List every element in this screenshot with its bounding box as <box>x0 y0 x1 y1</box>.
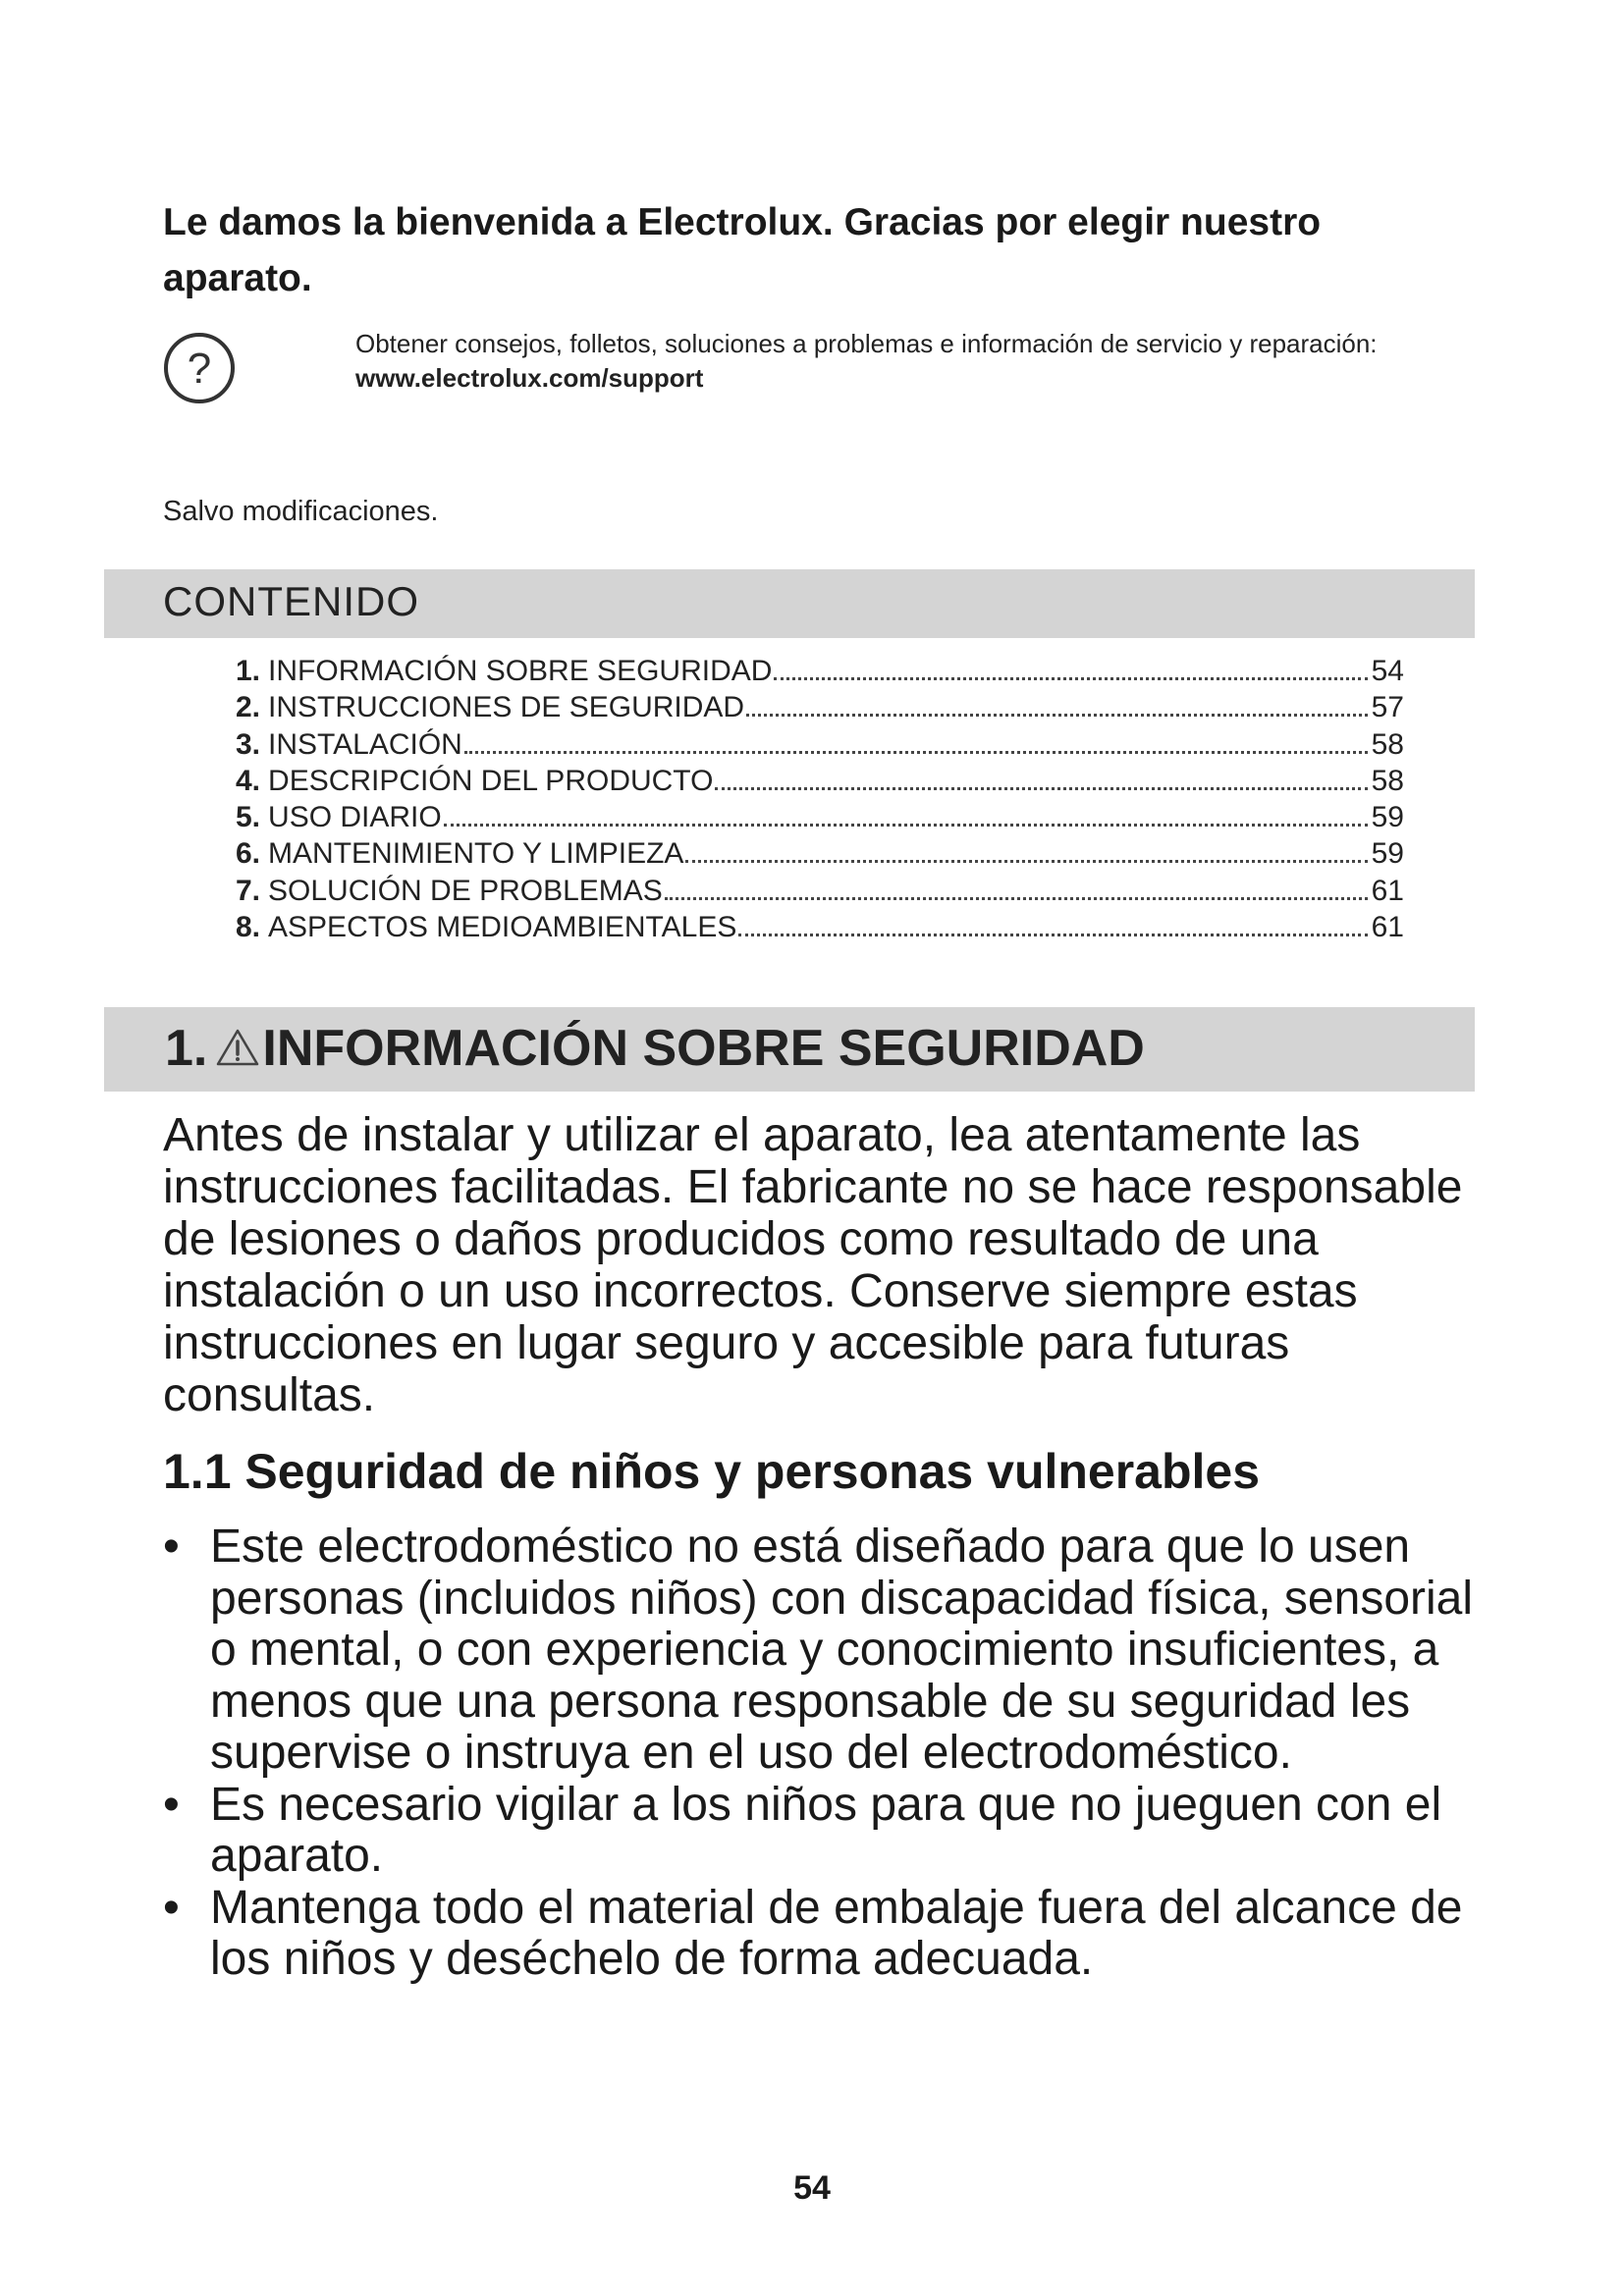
toc-item-number: 3. <box>236 727 261 761</box>
section-1-title: INFORMACIÓN SOBRE SEGURIDAD <box>262 1020 1145 1077</box>
toc-leader-dots <box>685 860 1367 863</box>
welcome-heading: Le damos la bienvenida a Electrolux. Gracias por elegir nuestro aparato. <box>163 201 1322 299</box>
toc-item-page: 54 <box>1371 655 1404 687</box>
toc-item-page: 61 <box>1371 911 1404 944</box>
support-info <box>355 327 1435 396</box>
warning-triangle-icon <box>215 1028 260 1067</box>
toc-item-number: 2. <box>236 691 261 724</box>
toc-item-number: 5. <box>236 801 261 834</box>
toc-leader-dots <box>746 714 1368 717</box>
toc-item-title: INSTRUCCIONES DE SEGURIDAD <box>268 691 745 724</box>
toc-item-number: 8. <box>236 911 261 944</box>
toc-leader-dots <box>738 934 1367 936</box>
toc-item-page: 59 <box>1371 837 1404 871</box>
support-url[interactable]: www.electrolux.com/support <box>355 363 704 393</box>
toc-item[interactable] <box>236 835 1404 872</box>
list-item: • Este electrodoméstico no está diseñado para que lo usen personas (incluidos niños) con discapacidad física, sensorial o mental, o con experiencia y conocimiento insuficientes, a menos que una persona responsable de su seguridad les supervise o instruya en el uso del electrodoméstico. <box>163 1522 1479 1780</box>
changes-note: Salvo modificaciones. <box>163 496 439 527</box>
toc-item-number: 7. <box>236 874 261 907</box>
toc-item-title: MANTENIMIENTO Y LIMPIEZA <box>268 837 684 871</box>
list-item: • Es necesario vigilar a los niños para que no jueguen con el aparato. <box>163 1780 1479 1883</box>
toc-item-number: 4. <box>236 764 261 797</box>
toc-item-title: SOLUCIÓN DE PROBLEMAS <box>268 874 663 907</box>
section-1-number: 1. <box>165 1020 208 1077</box>
toc-item-title: INFORMACIÓN SOBRE SEGURIDAD <box>268 655 773 687</box>
toc-item[interactable] <box>236 873 1404 909</box>
toc-item[interactable] <box>236 653 1404 689</box>
toc-item-page: 58 <box>1371 727 1404 761</box>
section-1-header-bar <box>104 1007 1475 1092</box>
contents-heading: CONTENIDO <box>163 578 419 624</box>
toc-item[interactable] <box>236 909 1404 945</box>
toc-item[interactable] <box>236 763 1404 799</box>
toc-item[interactable] <box>236 799 1404 835</box>
toc-item-title: USO DIARIO <box>268 801 442 834</box>
list-item: • Mantenga todo el material de embalaje fuera del alcance de los niños y deséchelo de forma adecuada. <box>163 1883 1479 1986</box>
toc-item-page: 61 <box>1371 874 1404 907</box>
toc-item-title: DESCRIPCIÓN DEL PRODUCTO <box>268 764 714 797</box>
toc-item-page: 58 <box>1371 764 1404 797</box>
help-circle-icon <box>162 331 237 405</box>
toc-leader-dots <box>715 787 1367 790</box>
table-of-contents <box>236 653 1404 945</box>
contents-header-bar <box>104 569 1475 638</box>
toc-item-page: 59 <box>1371 801 1404 834</box>
section-1-intro: Antes de instalar y utilizar el aparato, lea atentamente las instrucciones facilitadas. El fabricante no se hace responsable de lesiones o daños producidos como resultado de una instalación o un uso incorrectos. Conserve siempre estas instrucciones en lugar seguro y accesible para futuras consultas. <box>163 1109 1463 1421</box>
page-number: 54 <box>793 2169 831 2207</box>
toc-item[interactable] <box>236 726 1404 763</box>
section-1-heading <box>165 1019 1145 1078</box>
toc-leader-dots <box>774 677 1367 680</box>
toc-item-number: 6. <box>236 837 261 871</box>
subsection-1-1-heading: 1.1 Seguridad de niños y personas vulnerables <box>163 1444 1261 1499</box>
subsection-1-1-bullets <box>163 1522 1479 1986</box>
toc-leader-dots <box>444 824 1368 827</box>
toc-item-number: 1. <box>236 655 261 687</box>
toc-item-title: INSTALACIÓN <box>268 727 462 761</box>
toc-item-page: 57 <box>1371 691 1404 724</box>
toc-item[interactable] <box>236 689 1404 725</box>
toc-leader-dots <box>665 897 1368 900</box>
support-text: Obtener consejos, folletos, soluciones a problemas e información de servicio y reparación: <box>355 329 1378 358</box>
toc-item-title: ASPECTOS MEDIOAMBIENTALES <box>268 911 737 944</box>
toc-leader-dots <box>464 751 1368 754</box>
svg-text:?: ? <box>187 345 212 393</box>
